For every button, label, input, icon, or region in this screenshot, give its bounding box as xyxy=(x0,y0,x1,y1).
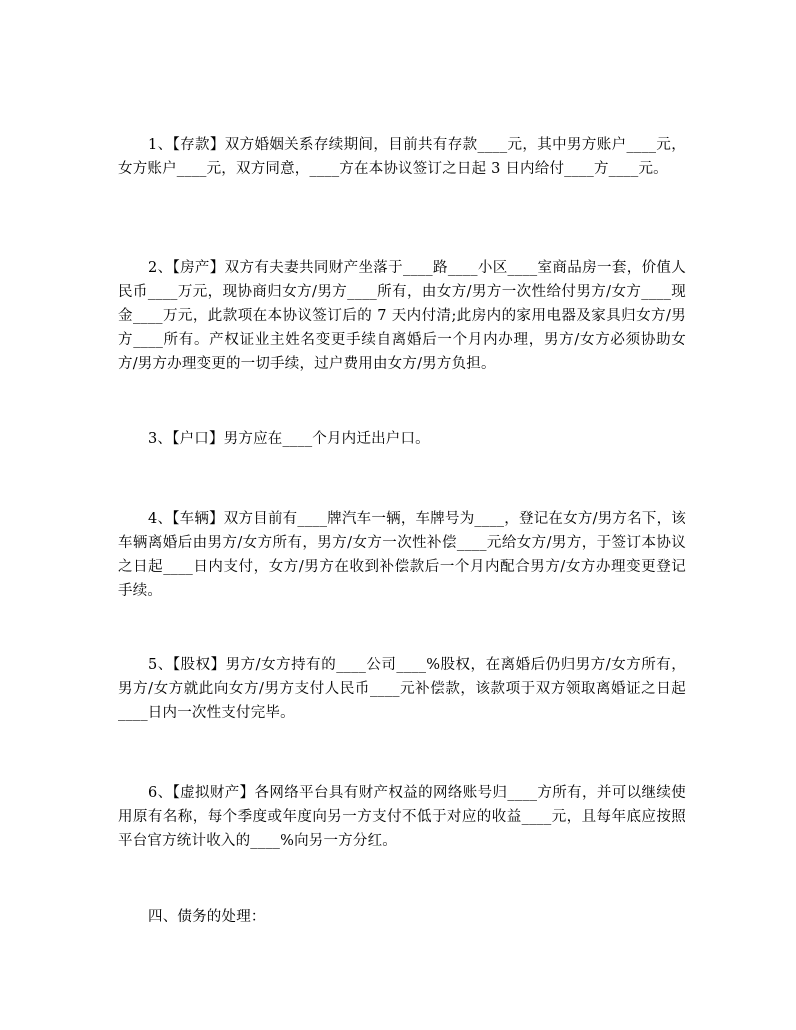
paragraph-virtual-property: 6、【虚拟财产】各网络平台具有财产权益的网络账号归____方所有，并可以继续使用原有名称，每个季度或年度向另一方支付不低于对应的收益____元，且每年底应按照平台官方统计收入的____%向另一方分红。 xyxy=(118,784,686,849)
paragraph-vehicle: 4、【车辆】双方目前有____牌汽车一辆，车牌号为____，登记在女方/男方名下，该车辆离婚后由男方/女方所有，男方/女方一次性补偿____元给女方/男方，于签订本协议之日起____日内支付，女方/男方在收到补偿款后一个月内配合男方/女方办理变更登记手续。 xyxy=(118,510,686,599)
paragraph-deposit: 1、【存款】双方婚姻关系存续期间，目前共有存款____元，其中男方账户____元，女方账户____元，双方同意，____方在本协议签订之日起 3 日内给付____方____元。 xyxy=(118,136,686,177)
paragraph-equity: 5、【股权】男方/女方持有的____公司____%股权，在离婚后仍归男方/女方所有，男方/女方就此向女方/男方支付人民币____元补偿款，该款项于双方领取离婚证之日起____日内一次性支付完毕。 xyxy=(118,656,686,721)
paragraph-real-estate: 2、【房产】双方有夫妻共同财产坐落于____路____小区____室商品房一套，价值人民币____万元，现协商归女方/男方____所有，由女方/男方一次性给付男方/女方____现金____万元，此款项在本协议签订后的 7 天内付清;此房内的家用电器及家具归女方/男方____所有。产权证业主姓名变更手续自离婚后一个月内办理，男方/女方必须协助女方/男方办理变更的一切手续，过户费用由女方/男方负担。 xyxy=(118,259,686,372)
paragraph-household-registration: 3、【户口】男方应在____个月内迁出户口。 xyxy=(148,430,430,447)
section-heading-debt: 四、债务的处理： xyxy=(148,908,266,925)
